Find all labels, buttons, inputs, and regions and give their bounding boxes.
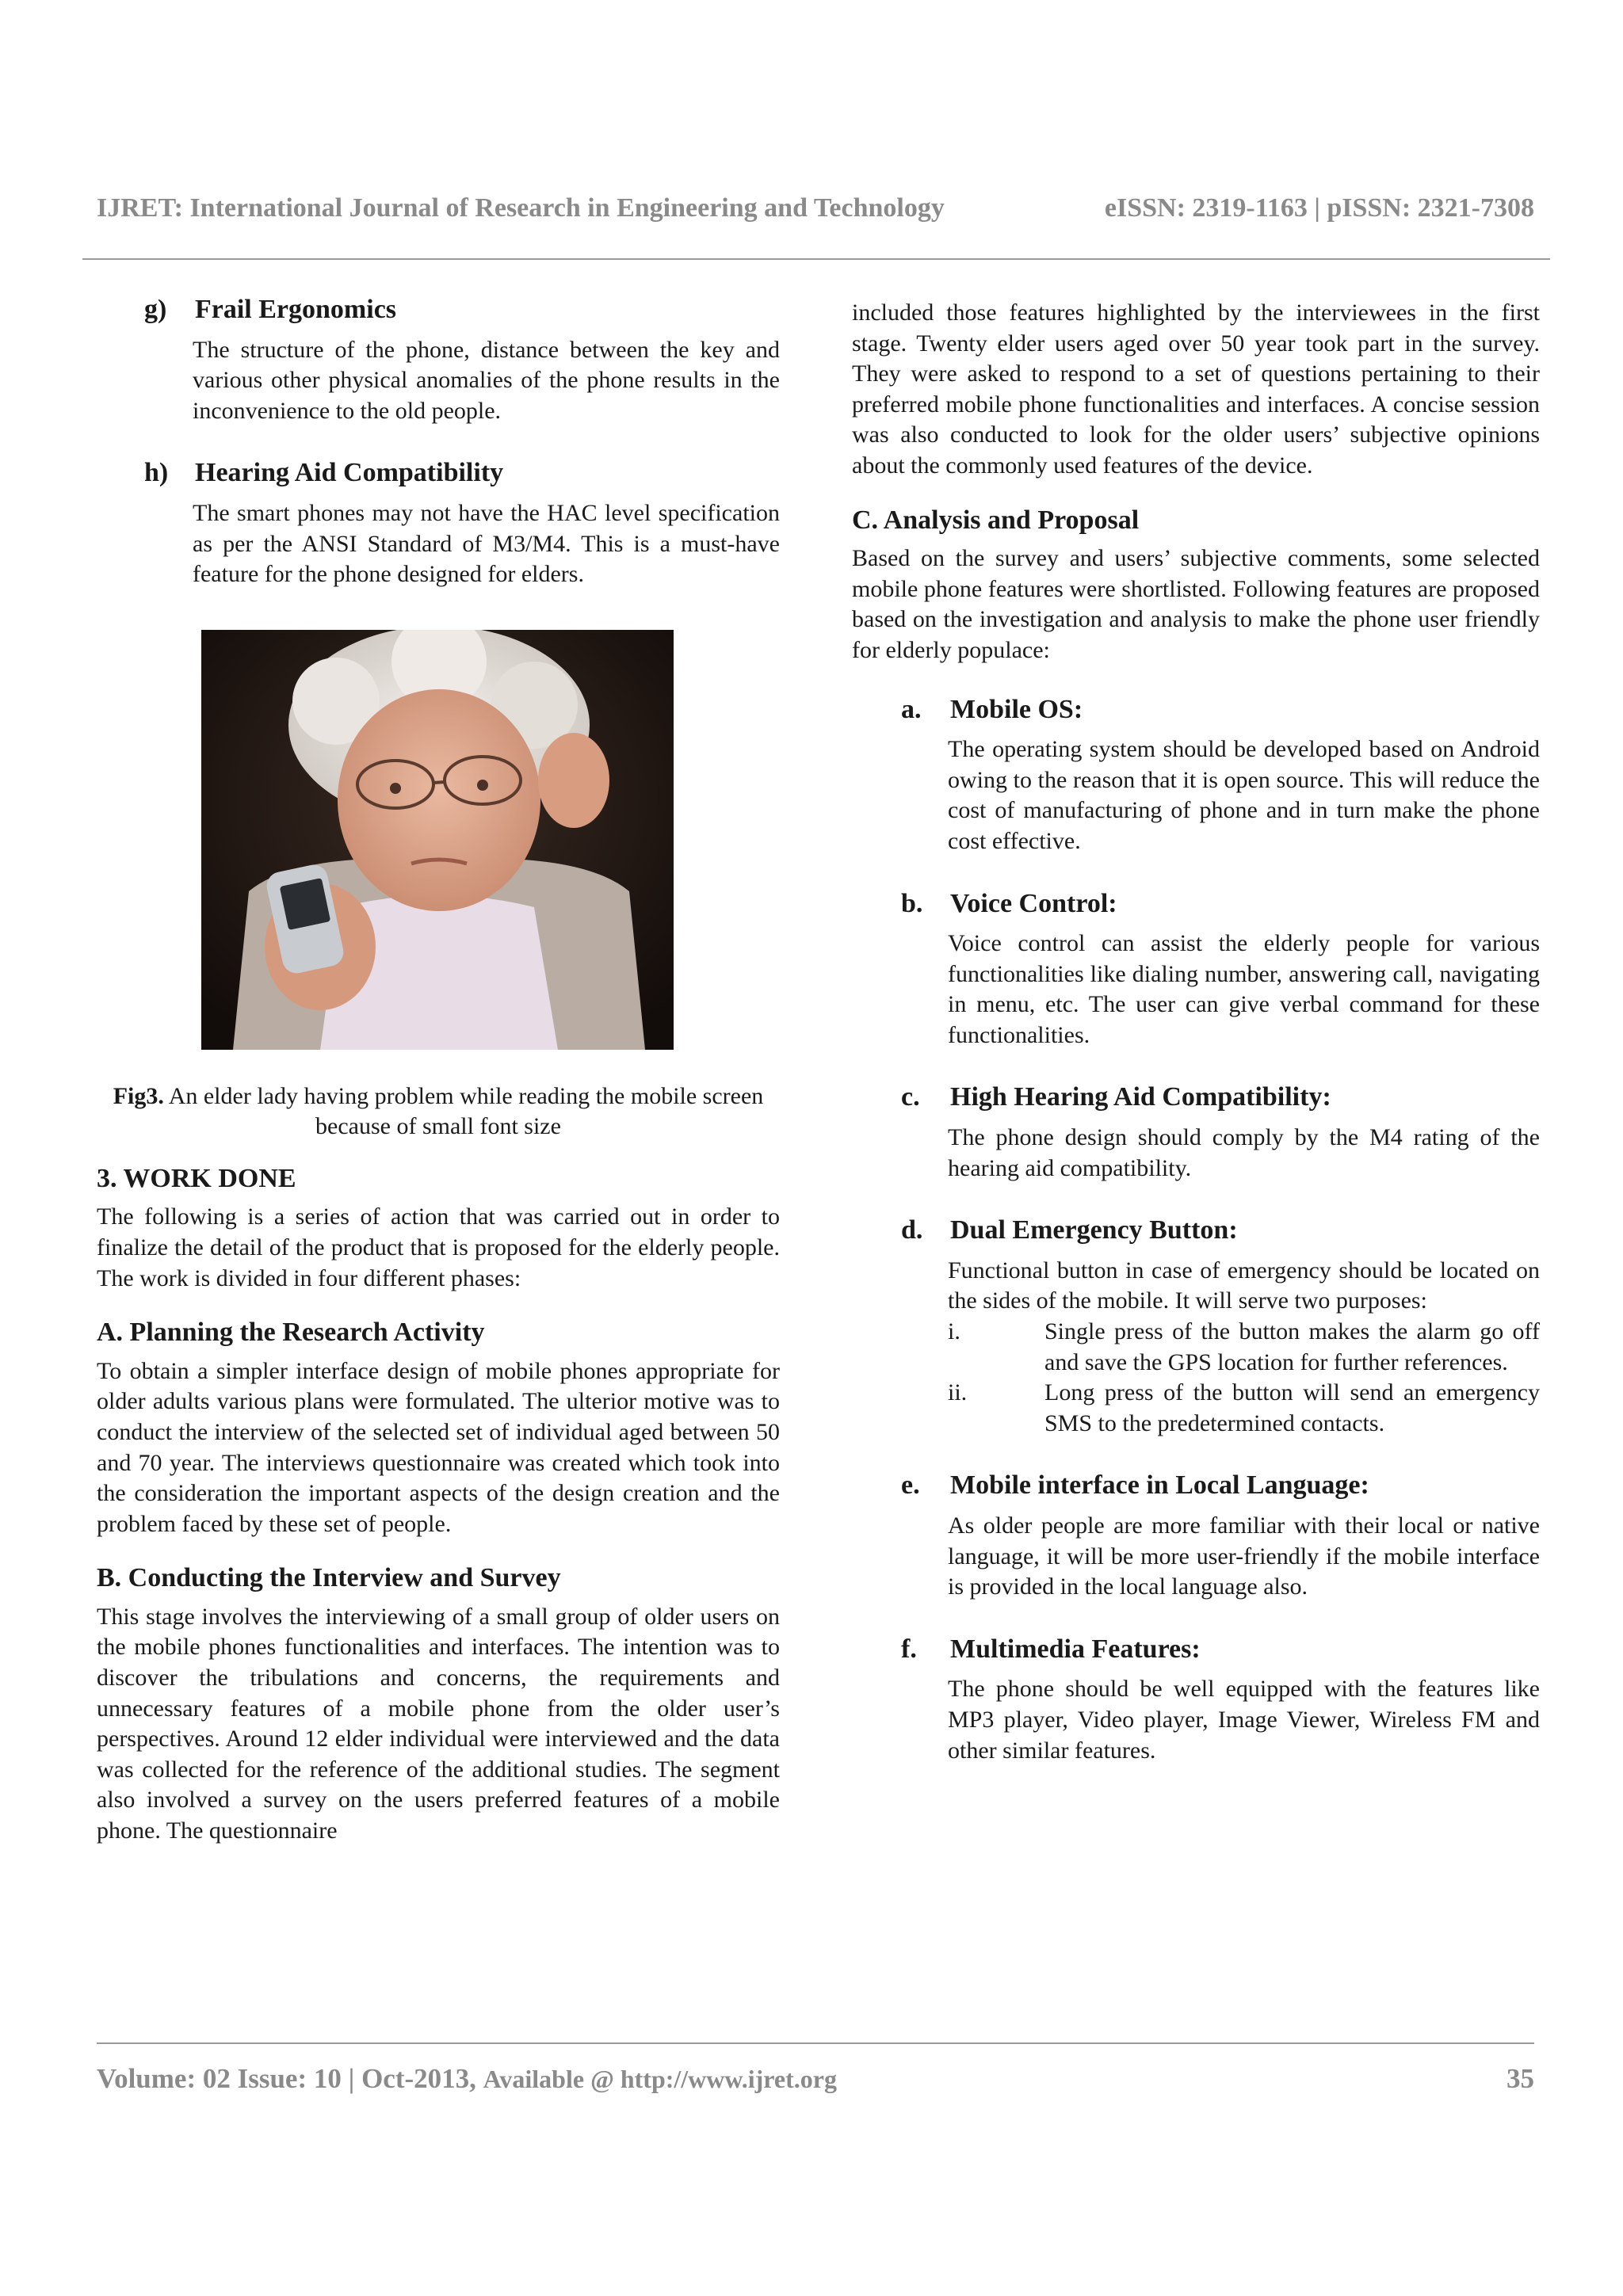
section-C-text: Based on the survey and users’ subjective comments, some selected mobile phone features were shortlisted. Following features are proposed based on the investigation and analysis to make the phone user friendly for elderly populace:	[852, 545, 1540, 663]
section-B-text: This stage involves the interviewing of a small group of older users on the mobile phones functionalities and interfaces. The intention was to discover the tribulations and concerns, the requirements and unnecessary features of a mobile phone from the older user’s perspectives. Around 12 elder individual were interviewed and the data was collected for the reference of the additional studies. The segment also involved a survey on the users preferred features of a mobile phone. The questionnaire	[97, 1603, 780, 1844]
header-rule	[82, 258, 1550, 260]
journal-name: IJRET: International Journal of Research in Engineering and Technology	[97, 193, 945, 223]
figure-elder-lady-photo	[201, 630, 674, 1050]
figure-caption-text: An elder lady having problem while reading the mobile screen because of small font size	[163, 1082, 764, 1139]
footer-citation	[97, 2063, 837, 2095]
left-column	[97, 295, 780, 1847]
section-3-text: The following is a series of action that was carried out in order to finalize the detail of the product that is proposed for the elderly people. The work is divided in four different phases:	[97, 1203, 780, 1291]
running-footer	[97, 2063, 1534, 2095]
item-d-heading: d. Dual Emergency Button:	[901, 1215, 1238, 1245]
item-b-heading: b. Voice Control:	[901, 888, 1117, 918]
section-3-heading: 3. WORK DONE	[97, 1163, 296, 1193]
volume-issue: Volume: 02 Issue: 10 | Oct-2013,	[97, 2063, 476, 2094]
figure-label: Fig3.	[113, 1082, 164, 1109]
running-header	[97, 193, 1534, 223]
item-b-text: Voice control can assist the elderly people for various functionalities like dialing number, answering call, navigating in menu, etc. The user can give verbal command for these functionalities.	[948, 930, 1540, 1048]
photo-illustration	[201, 630, 674, 1050]
figure-caption	[97, 1081, 780, 1142]
section-B-heading: B. Conducting the Interview and Survey	[97, 1563, 561, 1593]
item-d-text: Functional button in case of emergency should be located on the sides of the mobile. It will serve two purposes:	[948, 1257, 1540, 1314]
page-number: 35	[1507, 2063, 1534, 2094]
item-d-list	[948, 1317, 1540, 1439]
item-f-text: The phone should be well equipped with the features like MP3 player, Video player, Image Viewer, Wireless FM and other similar features.	[948, 1676, 1540, 1764]
item-f-heading: f. Multimedia Features:	[901, 1634, 1201, 1664]
list-item: ii. Long press of the button will send an emergency SMS to the predetermined contacts.	[948, 1379, 1540, 1436]
issn: eISSN: 2319-1163 | pISSN: 2321-7308	[1104, 193, 1534, 223]
section-A-heading: A. Planning the Research Activity	[97, 1318, 485, 1348]
item-e-heading: e. Mobile interface in Local Language:	[901, 1470, 1369, 1501]
right-column	[852, 298, 1540, 1766]
item-a-text: The operating system should be developed based on Android owing to the reason that it is open source. This will reduce the cost of manufacturing of phone and in turn make the phone cost effective.	[948, 736, 1540, 854]
item-e-text: As older people are more familiar with their local or native language, it will be more user-friendly if the mobile interface is provided in the local language also.	[948, 1512, 1540, 1600]
item-c-text: The phone design should comply by the M4 rating of the hearing aid compatibility.	[948, 1124, 1540, 1181]
subsection-h-text: The smart phones may not have the HAC level specification as per the ANSI Standard of M3/M4. This is a must-have feature for the phone designed for elders.	[193, 499, 780, 588]
list-item: i. Single press of the button makes the alarm go off and save the GPS location for further references.	[948, 1318, 1540, 1375]
item-a-heading: a. Mobile OS:	[901, 694, 1083, 724]
subsection-g-heading: g) Frail Ergonomics	[144, 295, 397, 324]
section-C-heading: C. Analysis and Proposal	[852, 505, 1140, 535]
availability-link: Available @ http://www.ijret.org	[483, 2065, 837, 2093]
subsection-h-heading: h) Hearing Aid Compatibility	[144, 458, 504, 488]
footer-rule	[97, 2042, 1534, 2044]
section-B-continued-text: included those features highlighted by the interviewees in the first stage. Twenty elder users aged over 50 year took part in the survey. They were asked to respond to a set of questions pertaining to their preferred mobile phone functionalities and interfaces. A concise session was also conducted to look for the older users’ subjective opinions about the commonly used features of the device.	[852, 299, 1540, 479]
section-A-text: To obtain a simpler interface design of mobile phones appropriate for older adults various plans were formulated. The ulterior motive was to conduct the interview of the selected set of individual aged between 50 and 70 year. The interviews questionnaire was created which took into the consideration the important aspects of the design creation and the problem faced by these set of people.	[97, 1357, 780, 1537]
subsection-g-text: The structure of the phone, distance between the key and various other physical anomalies of the phone results in the inconvenience to the old people.	[193, 336, 780, 424]
item-c-heading: c. High Hearing Aid Compatibility:	[901, 1082, 1331, 1112]
